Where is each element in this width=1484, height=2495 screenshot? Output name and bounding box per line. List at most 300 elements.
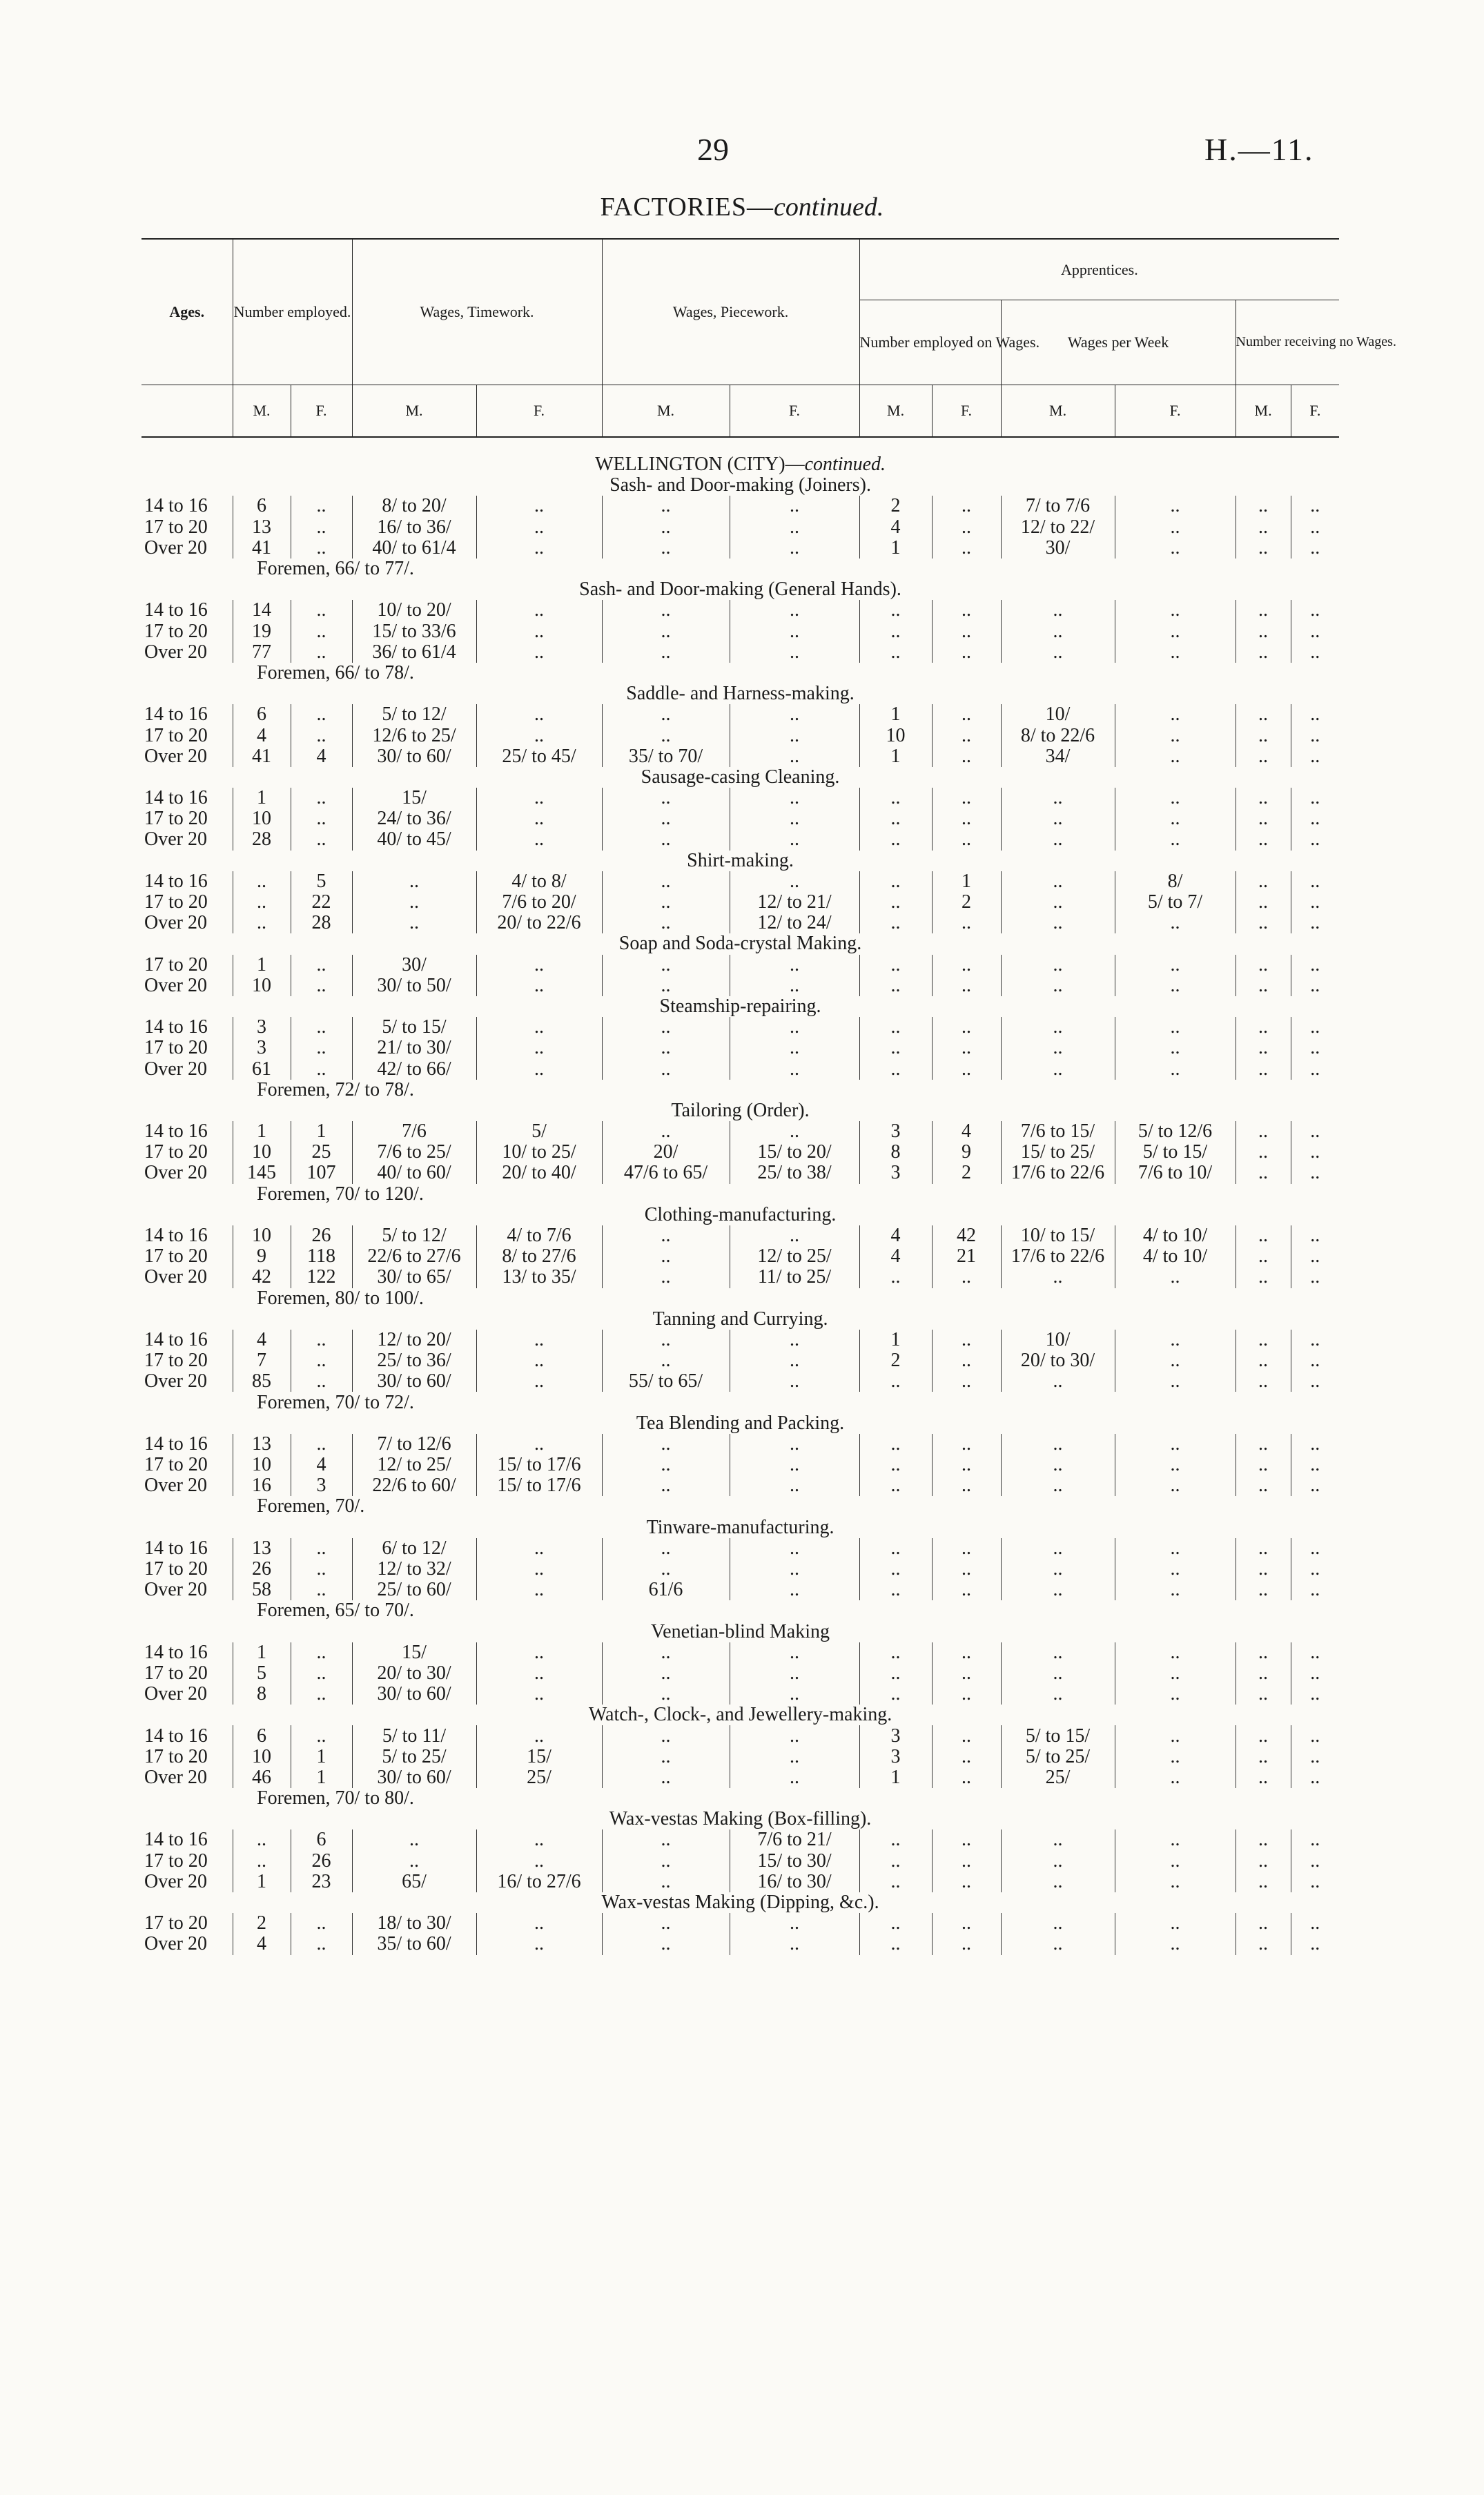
table-cell: .. (859, 1829, 932, 1850)
section-row (141, 851, 1339, 871)
age-cell: Over 20 (144, 1266, 207, 1288)
table-cell: 12/ to 22/ (1001, 517, 1115, 538)
table-cell: .. (1236, 871, 1291, 892)
table-cell: 21/ to 30/ (352, 1038, 476, 1058)
table-cell: 7/6 (352, 1121, 476, 1142)
table-cell: .. (730, 1038, 859, 1058)
table-cell: .. (1236, 496, 1291, 516)
table-cell: .. (1001, 1559, 1115, 1580)
table-cell: 1 (291, 1121, 352, 1142)
table-cell: .. (730, 1455, 859, 1475)
section-title: Soap and Soda-crystal Making. (618, 933, 862, 955)
col-f: F. (932, 385, 1001, 437)
table-cell: 30/ to 60/ (352, 1371, 476, 1392)
section-row (141, 1517, 1339, 1538)
table-row (141, 1934, 1339, 1954)
table-cell: 8/ to 27/6 (476, 1246, 602, 1267)
section-title: Tinware-manufacturing. (646, 1516, 834, 1538)
table-cell: 1 (233, 955, 291, 975)
table-cell: .. (602, 1350, 730, 1371)
table-cell: .. (859, 871, 932, 892)
blank-cell (141, 663, 233, 683)
age-cell: 17 to 20 (144, 808, 208, 830)
location-heading: WELLINGTON (CITY)—continued. (595, 454, 886, 476)
age-cell: 14 to 16 (144, 1016, 208, 1038)
table-cell: 4 (932, 1121, 1001, 1142)
table-cell: .. (1115, 517, 1236, 538)
table-cell: .. (352, 1851, 476, 1872)
table-cell: 61/6 (602, 1580, 730, 1600)
table-cell: .. (1236, 1913, 1291, 1934)
title-main: FACTORIES— (600, 193, 774, 222)
table-cell: .. (1115, 1913, 1236, 1934)
table-row (141, 1371, 1339, 1392)
table-cell: .. (476, 975, 602, 996)
table-cell: 2 (233, 1913, 291, 1934)
age-cell: 14 to 16 (144, 495, 208, 517)
age-cell: 17 to 20 (144, 1245, 208, 1268)
table-cell: .. (291, 1663, 352, 1684)
table-cell: .. (932, 808, 1001, 829)
table-cell: .. (1236, 1434, 1291, 1455)
table-cell: 12/ to 20/ (352, 1330, 476, 1350)
section-row (141, 683, 1339, 704)
age-cell: 14 to 16 (144, 787, 208, 809)
table-row (141, 1455, 1339, 1475)
table-cell: .. (602, 1829, 730, 1850)
table-cell: .. (730, 704, 859, 725)
table-cell: .. (602, 1017, 730, 1038)
table-cell: .. (859, 1559, 932, 1580)
table-cell: .. (1236, 892, 1291, 913)
table-cell: 35/ to 60/ (352, 1934, 476, 1954)
table-cell: .. (352, 913, 476, 933)
table-cell: .. (1115, 1350, 1236, 1371)
table-cell: .. (730, 1725, 859, 1746)
table-cell: .. (476, 1017, 602, 1038)
table-cell: 35/ to 70/ (602, 746, 730, 767)
section-row (141, 1309, 1339, 1330)
table-cell: .. (932, 1017, 1001, 1038)
table-cell: 118 (291, 1246, 352, 1267)
table-cell: .. (1291, 892, 1339, 913)
table-cell: 30/ to 60/ (352, 1684, 476, 1705)
table-cell: .. (1115, 1330, 1236, 1350)
table-cell: .. (730, 1330, 859, 1350)
table-cell: .. (476, 1058, 602, 1079)
table-cell: .. (1001, 829, 1115, 850)
table-cell: .. (352, 892, 476, 913)
table-cell: .. (476, 1350, 602, 1371)
table-cell: .. (291, 955, 352, 975)
table-cell: .. (1236, 808, 1291, 829)
table-cell: 10 (233, 1225, 291, 1246)
table-cell: .. (476, 725, 602, 746)
table-cell: .. (1001, 1663, 1115, 1684)
table-cell: .. (476, 1684, 602, 1705)
table-cell: .. (602, 1038, 730, 1058)
table-cell: .. (730, 517, 859, 538)
table-cell: .. (1236, 1747, 1291, 1767)
table-cell: .. (476, 955, 602, 975)
foremen-wages: Foremen, 66/ to 77/. (257, 558, 414, 580)
table-cell: .. (1236, 1163, 1291, 1183)
table-cell: .. (1001, 955, 1115, 975)
table-cell: .. (1236, 1225, 1291, 1246)
table-cell: .. (932, 1330, 1001, 1350)
table-cell: .. (1291, 1225, 1339, 1246)
table-row (141, 1767, 1339, 1788)
table-cell: .. (1236, 829, 1291, 850)
section-title: Wax-vestas Making (Box-filling). (609, 1808, 872, 1830)
table-cell: .. (1291, 1767, 1339, 1788)
table-cell: .. (291, 600, 352, 621)
age-cell: 14 to 16 (144, 1641, 208, 1663)
table-cell: .. (1291, 517, 1339, 538)
table-cell: 6 (291, 1829, 352, 1850)
table-cell: .. (1001, 1267, 1115, 1288)
table-cell: .. (602, 1058, 730, 1079)
table-cell: 20/ (602, 1142, 730, 1163)
report-code: H.—11. (1204, 132, 1314, 167)
table-cell: .. (932, 1725, 1001, 1746)
table-cell: 3 (859, 1163, 932, 1183)
blank-cell (141, 559, 233, 579)
table-row (141, 1225, 1339, 1246)
table-cell: .. (476, 1038, 602, 1058)
age-cell: Over 20 (144, 1475, 207, 1497)
table-cell: .. (1001, 1934, 1115, 1954)
col-app-number-employed: Number employed on Wages. (859, 300, 1001, 385)
table-cell: .. (1291, 1851, 1339, 1872)
section-title: Venetian-blind Making (651, 1620, 830, 1642)
table-cell: .. (1291, 1829, 1339, 1850)
table-cell: .. (932, 1267, 1001, 1288)
section-row (141, 1100, 1339, 1121)
table-cell: .. (932, 1747, 1001, 1767)
table-cell: 6 (233, 704, 291, 725)
location-row (141, 454, 1339, 475)
table-cell: .. (602, 1434, 730, 1455)
table-cell: 5/ to 15/ (1115, 1142, 1236, 1163)
table-cell: .. (932, 746, 1001, 767)
table-cell: .. (602, 1246, 730, 1267)
foremen-wages: Foremen, 72/ to 78/. (257, 1078, 414, 1100)
section-title: Sash- and Door-making (General Hands). (579, 579, 901, 601)
table-cell: .. (602, 975, 730, 996)
age-cell: 17 to 20 (144, 1141, 208, 1163)
table-cell: .. (932, 1767, 1001, 1788)
table-cell: .. (1115, 1663, 1236, 1684)
table-cell: .. (730, 1663, 859, 1684)
table-cell: .. (291, 1580, 352, 1600)
table-cell: .. (602, 1225, 730, 1246)
table-row (141, 1017, 1339, 1038)
table-cell: 46 (233, 1767, 291, 1788)
table-cell: .. (730, 1538, 859, 1559)
table-cell: .. (730, 829, 859, 850)
table-cell: 11/ to 25/ (730, 1267, 859, 1288)
foremen-wages: Foremen, 70/ to 80/. (257, 1787, 414, 1809)
table-cell: 28 (233, 829, 291, 850)
table-cell: 20/ to 40/ (476, 1163, 602, 1183)
table-cell: .. (859, 1642, 932, 1663)
table-row (141, 1851, 1339, 1872)
table-cell: .. (932, 1475, 1001, 1496)
table-cell: 20/ to 30/ (352, 1663, 476, 1684)
table-cell: .. (602, 1455, 730, 1475)
table-cell: .. (1291, 704, 1339, 725)
table-cell: .. (1001, 1475, 1115, 1496)
blank-cell (141, 1080, 233, 1100)
col-wages-piecework: Wages, Piecework. (602, 239, 859, 385)
table-cell: .. (602, 1747, 730, 1767)
table-cell: 61 (233, 1058, 291, 1079)
section-title: Sausage-casing Cleaning. (641, 766, 840, 788)
table-cell: .. (1115, 1851, 1236, 1872)
table-cell: .. (1291, 1455, 1339, 1475)
table-cell: 25/ to 60/ (352, 1580, 476, 1600)
blank-cell (141, 1788, 233, 1809)
table-cell: .. (859, 1434, 932, 1455)
table-cell: .. (1291, 1246, 1339, 1267)
table-cell: 13 (233, 517, 291, 538)
table-cell: .. (730, 1580, 859, 1600)
table-cell: 10/ (1001, 1330, 1115, 1350)
table-cell: 1 (859, 538, 932, 559)
table-cell: .. (1001, 1851, 1115, 1872)
blank-cell (141, 1184, 233, 1205)
table-cell: 7/6 to 20/ (476, 892, 602, 913)
table-cell: .. (859, 621, 932, 642)
table-cell: .. (859, 1684, 932, 1705)
table-cell: .. (1236, 1934, 1291, 1954)
table-cell: 16/ to 36/ (352, 517, 476, 538)
table-cell: .. (1291, 1580, 1339, 1600)
table-cell: .. (730, 1767, 859, 1788)
table-cell: .. (1115, 1872, 1236, 1892)
table-cell: 3 (859, 1747, 932, 1767)
table-cell: .. (476, 808, 602, 829)
table-cell: .. (932, 1851, 1001, 1872)
age-cell: Over 20 (144, 1870, 207, 1892)
table-cell: .. (1001, 871, 1115, 892)
table-cell: .. (291, 725, 352, 746)
table-cell: .. (932, 517, 1001, 538)
age-cell: 14 to 16 (144, 1225, 208, 1247)
table-cell: .. (602, 1934, 730, 1954)
table-row (141, 913, 1339, 933)
table-cell: .. (1236, 517, 1291, 538)
table-cell: 40/ to 45/ (352, 829, 476, 850)
section-title: Steamship-repairing. (659, 995, 821, 1017)
table-cell: .. (932, 642, 1001, 663)
table-cell: .. (352, 871, 476, 892)
table-cell: .. (730, 1913, 859, 1934)
table-cell: .. (602, 1663, 730, 1684)
table-row (141, 1663, 1339, 1684)
title-suffix: continued. (774, 193, 884, 222)
table-cell: 40/ to 61/4 (352, 538, 476, 559)
table-cell: .. (932, 1872, 1001, 1892)
table-cell: .. (476, 1330, 602, 1350)
foremen-row (141, 1600, 1339, 1621)
table-cell: .. (932, 955, 1001, 975)
table-cell: .. (859, 892, 932, 913)
table-cell: 10/ to 20/ (352, 600, 476, 621)
table-cell: 42 (233, 1267, 291, 1288)
table-cell: 122 (291, 1267, 352, 1288)
table-cell: .. (291, 1330, 352, 1350)
table-cell: .. (1115, 1434, 1236, 1455)
table-cell: .. (1291, 975, 1339, 996)
age-cell: Over 20 (144, 536, 207, 559)
age-cell: 14 to 16 (144, 1725, 208, 1747)
table-cell: .. (476, 1913, 602, 1934)
table-cell: .. (602, 517, 730, 538)
table-cell: .. (1236, 1559, 1291, 1580)
foremen-wages: Foremen, 70/ to 72/. (257, 1391, 414, 1413)
table-cell: 4 (291, 746, 352, 767)
table-cell: .. (932, 913, 1001, 933)
table-row (141, 1559, 1339, 1580)
table-cell: .. (730, 1684, 859, 1705)
table-cell: .. (1115, 975, 1236, 996)
table-cell: .. (859, 975, 932, 996)
table-row (141, 725, 1339, 746)
table-cell: 4/ to 7/6 (476, 1225, 602, 1246)
table-cell: .. (859, 808, 932, 829)
table-cell: .. (1291, 1725, 1339, 1746)
table-cell: 28 (291, 913, 352, 933)
table-cell: 30/ (352, 955, 476, 975)
table-cell: 4 (859, 1225, 932, 1246)
table-cell: .. (859, 642, 932, 663)
table-cell: 18/ to 30/ (352, 1913, 476, 1934)
table-cell: .. (476, 1725, 602, 1746)
table-cell: .. (1236, 538, 1291, 559)
table-cell: .. (859, 1475, 932, 1496)
table-cell: .. (291, 1642, 352, 1663)
table-cell: .. (1115, 1371, 1236, 1392)
table-cell: .. (730, 1934, 859, 1954)
table-cell: 3 (233, 1038, 291, 1058)
table-cell: .. (730, 1434, 859, 1455)
table-cell: .. (730, 538, 859, 559)
table-cell: .. (1001, 1434, 1115, 1455)
table-cell: .. (730, 975, 859, 996)
table-row (141, 788, 1339, 808)
table-cell: 30/ to 60/ (352, 1767, 476, 1788)
table-cell: 19 (233, 621, 291, 642)
table-cell: .. (932, 621, 1001, 642)
table-cell: .. (476, 1371, 602, 1392)
table-cell: 5/ to 15/ (352, 1017, 476, 1038)
table-cell: .. (602, 871, 730, 892)
table-cell: .. (932, 704, 1001, 725)
table-cell: .. (1291, 1017, 1339, 1038)
table-cell: .. (476, 517, 602, 538)
section-title: Wax-vestas Making (Dipping, &c.). (601, 1892, 879, 1914)
table-cell: .. (859, 1371, 932, 1392)
table-cell: .. (291, 1371, 352, 1392)
table-cell: .. (1236, 600, 1291, 621)
table-cell: .. (932, 1934, 1001, 1954)
table-cell: .. (859, 1267, 932, 1288)
table-cell: .. (932, 1684, 1001, 1705)
table-cell: .. (730, 1475, 859, 1496)
col-app-wages-per-week: Wages per Week (1001, 300, 1236, 385)
table-cell: 6/ to 12/ (352, 1538, 476, 1559)
table-cell: .. (1236, 1121, 1291, 1142)
table-row (141, 1121, 1339, 1142)
table-cell: .. (730, 1017, 859, 1038)
table-cell: .. (859, 1038, 932, 1058)
table-cell: 15/ (352, 1642, 476, 1663)
blank-cell (141, 1496, 233, 1517)
table-body (141, 454, 1339, 1955)
table-cell: .. (602, 1538, 730, 1559)
table-cell: .. (602, 1642, 730, 1663)
age-cell: 17 to 20 (144, 1745, 208, 1767)
foremen-row (141, 1788, 1339, 1809)
table-cell: 85 (233, 1371, 291, 1392)
foremen-row (141, 1080, 1339, 1100)
table-cell: .. (730, 725, 859, 746)
age-cell: Over 20 (144, 912, 207, 934)
table-cell: 15/ to 17/6 (476, 1475, 602, 1496)
table-cell: .. (932, 1038, 1001, 1058)
table-cell: .. (233, 892, 291, 913)
table-cell: 1 (291, 1747, 352, 1767)
table-cell: 15/ (352, 788, 476, 808)
table-cell: .. (476, 642, 602, 663)
table-cell: .. (1001, 600, 1115, 621)
table-cell: .. (233, 1829, 291, 1850)
table-cell: .. (476, 1829, 602, 1850)
table-cell: .. (602, 1559, 730, 1580)
table-cell: .. (476, 538, 602, 559)
table-cell: 1 (859, 1330, 932, 1350)
table-cell: .. (291, 1038, 352, 1058)
table-cell: .. (932, 1538, 1001, 1559)
section-row (141, 996, 1339, 1017)
table-cell: .. (476, 788, 602, 808)
section-row (141, 767, 1339, 788)
table-cell: 16 (233, 1475, 291, 1496)
table-row (141, 1580, 1339, 1600)
table-cell: .. (730, 1225, 859, 1246)
table-cell: 4/ to 10/ (1115, 1246, 1236, 1267)
table-cell: .. (932, 600, 1001, 621)
table-cell: 55/ to 65/ (602, 1371, 730, 1392)
table-cell: .. (1291, 642, 1339, 663)
table-cell: .. (602, 704, 730, 725)
table-cell: .. (1001, 642, 1115, 663)
table-cell: .. (476, 1934, 602, 1954)
foremen-row (141, 559, 1339, 579)
table-cell: .. (730, 1559, 859, 1580)
table-cell: .. (1001, 621, 1115, 642)
table-cell: 22 (291, 892, 352, 913)
table-cell: 8 (233, 1684, 291, 1705)
table-cell: .. (1115, 1725, 1236, 1746)
table-cell: .. (730, 621, 859, 642)
table-cell: .. (730, 600, 859, 621)
table-cell: 2 (859, 496, 932, 516)
age-cell: 17 to 20 (144, 1037, 208, 1059)
table-cell: 25/ to 45/ (476, 746, 602, 767)
